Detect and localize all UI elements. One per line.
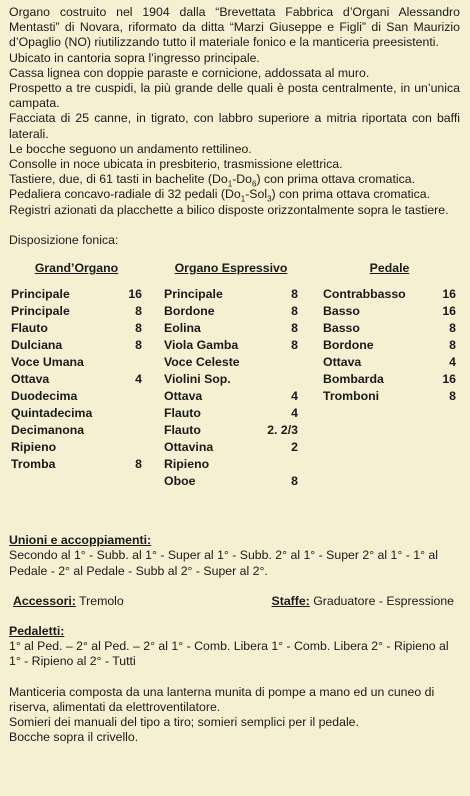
stop-row bbox=[11, 456, 142, 473]
stop-footage: 8 bbox=[291, 321, 298, 336]
intro-line: Le bocche seguono un andamento rettilineo. bbox=[9, 141, 252, 156]
stop-footage: 4 bbox=[291, 389, 298, 404]
stop-row bbox=[164, 337, 298, 354]
stop-name: Basso bbox=[323, 321, 360, 336]
stops-column-organo-espressivo bbox=[164, 286, 298, 490]
stop-name: Duodecima bbox=[11, 389, 78, 404]
pedaletti-text: 1° al Ped. – 2° al Ped. – 2° al 1° - Comb. Libera 1° - Comb. Libera 2° - Ripieno al 1° - Ripieno al 2° - Tutti bbox=[9, 639, 449, 669]
outro-line: Bocche sopra il crivello. bbox=[9, 730, 139, 745]
stop-name: Ottava bbox=[11, 372, 50, 387]
stop-row bbox=[164, 388, 298, 405]
stop-row bbox=[323, 371, 456, 388]
accessori-staffe-row bbox=[9, 594, 460, 609]
outro-line: Manticeria composta da una lanterna munita di pompe a mano ed un cuneo di riserva, alimentati da elettroventilatore. bbox=[9, 684, 435, 714]
stop-footage: 8 bbox=[291, 338, 298, 353]
stop-footage: 8 bbox=[449, 338, 456, 353]
stops-column-pedale bbox=[323, 286, 456, 490]
stop-name: Viola Gamba bbox=[164, 338, 239, 353]
outro-block bbox=[9, 685, 460, 746]
stop-row bbox=[11, 337, 142, 354]
stop-name: Flauto bbox=[164, 406, 201, 421]
intro-line: Facciata di 25 canne, in tigrato, con labbro superiore a mitria riportata con baffi laterali. bbox=[9, 111, 460, 141]
unioni-title: Unioni e accoppiamenti: bbox=[9, 533, 152, 548]
stop-row bbox=[11, 439, 142, 456]
registri-line: Registri azionati da placchette a bilico disposte orizzontalmente sopra le tastiere. bbox=[9, 202, 449, 217]
stop-footage: 8 bbox=[449, 389, 456, 404]
pedaliera-line: Pedaliera concavo-radiale di 32 pedali $(Do_1-Sol_3)$ con prima ottava cromatica. bbox=[9, 187, 431, 204]
tastiere-line: Tastiere, due, di 61 tasti in bachelite $(Do_1-Do_6)$ con prima ottava cromatica. bbox=[9, 172, 416, 189]
stop-row bbox=[164, 286, 298, 303]
stops-column-grand-organo bbox=[11, 286, 142, 490]
stop-footage: 16 bbox=[128, 287, 142, 302]
staffe bbox=[272, 594, 454, 609]
stop-name: Principale bbox=[164, 287, 223, 302]
stop-footage: 8 bbox=[135, 338, 142, 353]
stop-footage: 2 bbox=[291, 440, 298, 455]
stop-name: Decimanona bbox=[11, 423, 85, 438]
outro-line: Somieri dei manuali del tipo a tiro; somieri semplici per il pedale. bbox=[9, 715, 359, 730]
stop-name: Tromboni bbox=[323, 389, 380, 404]
stop-footage: 4 bbox=[449, 355, 456, 370]
stop-footage: 16 bbox=[442, 287, 456, 302]
stop-name: Ottavina bbox=[164, 440, 214, 455]
stop-name: Oboe bbox=[164, 474, 196, 489]
stop-footage: 8 bbox=[291, 287, 298, 302]
stop-name: Principale bbox=[11, 287, 70, 302]
division-headers bbox=[9, 261, 460, 276]
stop-name: Dulciana bbox=[11, 338, 63, 353]
stop-row bbox=[11, 405, 142, 422]
staffe-value: Graduatore - Espressione bbox=[309, 593, 454, 608]
stop-name: Ottava bbox=[164, 389, 203, 404]
stop-name: Bordone bbox=[164, 304, 215, 319]
stop-row bbox=[323, 320, 456, 337]
stop-row bbox=[11, 303, 142, 320]
stop-row bbox=[323, 337, 456, 354]
stop-row bbox=[164, 303, 298, 320]
stop-name: Ripieno bbox=[164, 457, 210, 472]
stop-footage: 16 bbox=[442, 304, 456, 319]
stop-row bbox=[164, 371, 298, 388]
stop-name: Contrabbasso bbox=[323, 287, 406, 302]
stop-footage: 8 bbox=[291, 474, 298, 489]
stop-row bbox=[164, 354, 298, 371]
stop-name: Tromba bbox=[11, 457, 56, 472]
stop-row bbox=[164, 473, 298, 490]
stop-name: Voce Celeste bbox=[164, 355, 240, 370]
stop-name: Basso bbox=[323, 304, 360, 319]
stop-name: Voce Umana bbox=[11, 355, 84, 370]
stop-row bbox=[164, 439, 298, 456]
stop-row bbox=[323, 303, 456, 320]
stop-row bbox=[11, 388, 142, 405]
intro-block bbox=[9, 5, 460, 218]
stop-name: Principale bbox=[11, 304, 70, 319]
stop-footage: 4 bbox=[135, 372, 142, 387]
stop-name: Eolina bbox=[164, 321, 201, 336]
pedaletti-title: Pedaletti: bbox=[9, 624, 65, 639]
stop-footage: 8 bbox=[135, 457, 142, 472]
stop-name: Ripieno bbox=[11, 440, 57, 455]
stop-name: Quintadecima bbox=[11, 406, 93, 421]
accessori bbox=[13, 594, 124, 609]
stop-name: Violini Sop. bbox=[164, 372, 231, 387]
staffe-label: Staffe: bbox=[271, 593, 310, 608]
stop-footage: 8 bbox=[291, 304, 298, 319]
stop-row bbox=[164, 405, 298, 422]
division-title-organo-espressivo: Organo Espressivo bbox=[174, 261, 288, 276]
division-title-grand-organo: Grand’Organo bbox=[34, 261, 119, 276]
stop-row bbox=[11, 354, 142, 371]
stop-footage: 4 bbox=[291, 406, 298, 421]
intro-line: Ubicato in cantoria sopra l’ingresso principale. bbox=[9, 50, 260, 65]
stop-row bbox=[164, 320, 298, 337]
stop-footage: 2. 2/3 bbox=[267, 423, 298, 438]
accessori-value: Tremolo bbox=[75, 593, 124, 608]
stop-name: Bordone bbox=[323, 338, 374, 353]
intro-line: Organo costruito nel 1904 dalla “Brevettata Fabbrica d’Organi Alessandro Mentasti” di Novara, riformato da ditta “Marzi Giuseppe e Figli” di San Maurizio d’Opaglio (NO) riutilizzando tutto il materiale fonico e la manticeria preesistenti. bbox=[9, 5, 460, 50]
accessori-label: Accessori: bbox=[13, 593, 76, 608]
stop-row bbox=[323, 388, 456, 405]
stop-name: Flauto bbox=[164, 423, 201, 438]
stop-row bbox=[164, 422, 298, 439]
division-title-pedale: Pedale bbox=[369, 261, 410, 276]
stop-footage: 8 bbox=[135, 321, 142, 336]
stop-row bbox=[11, 320, 142, 337]
intro-line: Cassa lignea con doppie paraste e cornicione, addossata al muro. bbox=[9, 65, 370, 80]
intro-line: Prospetto a tre cuspidi, la più grande delle quali è posta centralmente, in un’unica campata. bbox=[9, 81, 460, 111]
stop-row bbox=[11, 371, 142, 388]
disposizione-title: Disposizione fonica: bbox=[9, 232, 119, 247]
stops-table bbox=[9, 286, 460, 490]
stop-row bbox=[323, 286, 456, 303]
stop-footage: 8 bbox=[135, 304, 142, 319]
intro-line: Consolle in noce ubicata in presbiterio, trasmissione elettrica. bbox=[9, 157, 343, 172]
unioni-text: Secondo al 1° - Subb. al 1° - Super al 1° - Subb. 2° al 1° - Super 2° al 1° - 1° al Pedale - 2° al Pedale - Subb al 2° - Super al 2°. bbox=[9, 548, 438, 578]
stop-name: Ottava bbox=[323, 355, 362, 370]
stop-row bbox=[11, 286, 142, 303]
stop-name: Bombarda bbox=[323, 372, 384, 387]
stop-row bbox=[11, 422, 142, 439]
stop-footage: 8 bbox=[449, 321, 456, 336]
stop-name: Flauto bbox=[11, 321, 48, 336]
stop-footage: 16 bbox=[442, 372, 456, 387]
stop-row bbox=[164, 456, 298, 473]
stop-row bbox=[323, 354, 456, 371]
